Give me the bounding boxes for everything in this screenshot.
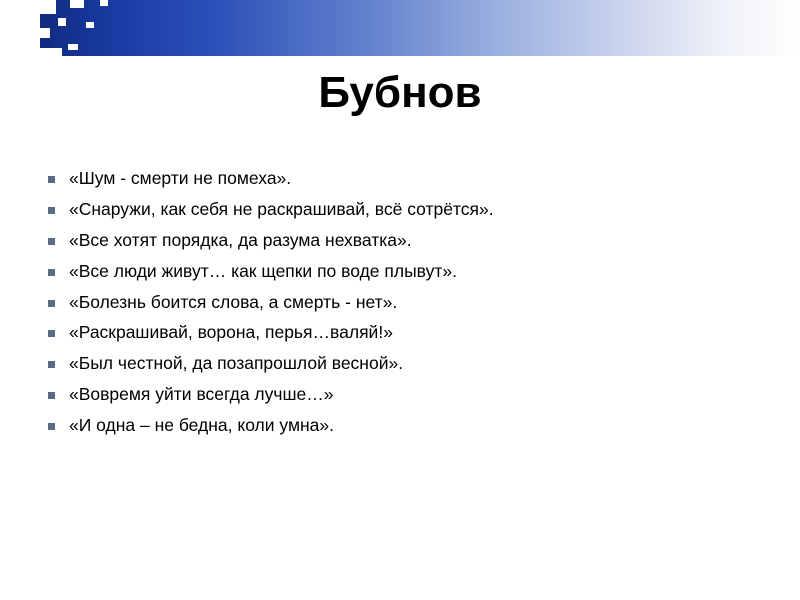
list-item xyxy=(48,322,758,344)
list-item-text: «Болезнь боится слова, а смерть - нет». xyxy=(69,291,398,312)
banner-check-square xyxy=(40,28,50,38)
list-item xyxy=(48,384,758,406)
square-bullet-icon xyxy=(48,361,55,368)
banner-check-square xyxy=(70,0,84,8)
list-item xyxy=(48,415,758,437)
bullet-list xyxy=(48,168,758,446)
square-bullet-icon xyxy=(48,330,55,337)
banner-check-square xyxy=(100,0,108,6)
list-item xyxy=(48,261,758,283)
square-bullet-icon xyxy=(48,392,55,399)
list-item-text: «Был честной, да позапрошлой весной». xyxy=(69,353,404,374)
list-item-text: «Шум - смерти не помеха». xyxy=(69,168,292,188)
list-item-text: «Раскрашивай, ворона, перья…валяй!» xyxy=(69,322,393,343)
list-item-text: «И одна – не бедна, коли умна». xyxy=(69,415,334,435)
square-bullet-icon xyxy=(48,423,55,430)
list-item-text: «Снаружи, как себя не раскрашивай, всё сотрётся». xyxy=(69,198,494,219)
list-item xyxy=(48,199,758,221)
banner-check-square xyxy=(86,22,94,28)
banner-check-square xyxy=(68,44,78,50)
banner-left-gap xyxy=(0,0,40,56)
square-bullet-icon xyxy=(48,300,55,307)
banner-check-square xyxy=(40,48,62,56)
banner-check-square xyxy=(40,0,56,14)
square-bullet-icon xyxy=(48,238,55,245)
list-item-text: «Вовремя уйти всегда лучше…» xyxy=(69,384,334,405)
list-item-text: «Все люди живут… как щепки по воде плывут». xyxy=(69,260,457,281)
square-bullet-icon xyxy=(48,176,55,183)
square-bullet-icon xyxy=(48,269,55,276)
list-item-text: «Все хотят порядка, да разума нехватка». xyxy=(69,229,412,250)
list-item xyxy=(48,230,758,252)
square-bullet-icon xyxy=(48,207,55,214)
list-item xyxy=(48,292,758,314)
decorative-top-banner xyxy=(0,0,800,56)
banner-check-square xyxy=(58,18,66,26)
list-item xyxy=(48,168,758,190)
slide-title: Бубнов xyxy=(318,68,482,117)
list-item xyxy=(48,353,758,375)
